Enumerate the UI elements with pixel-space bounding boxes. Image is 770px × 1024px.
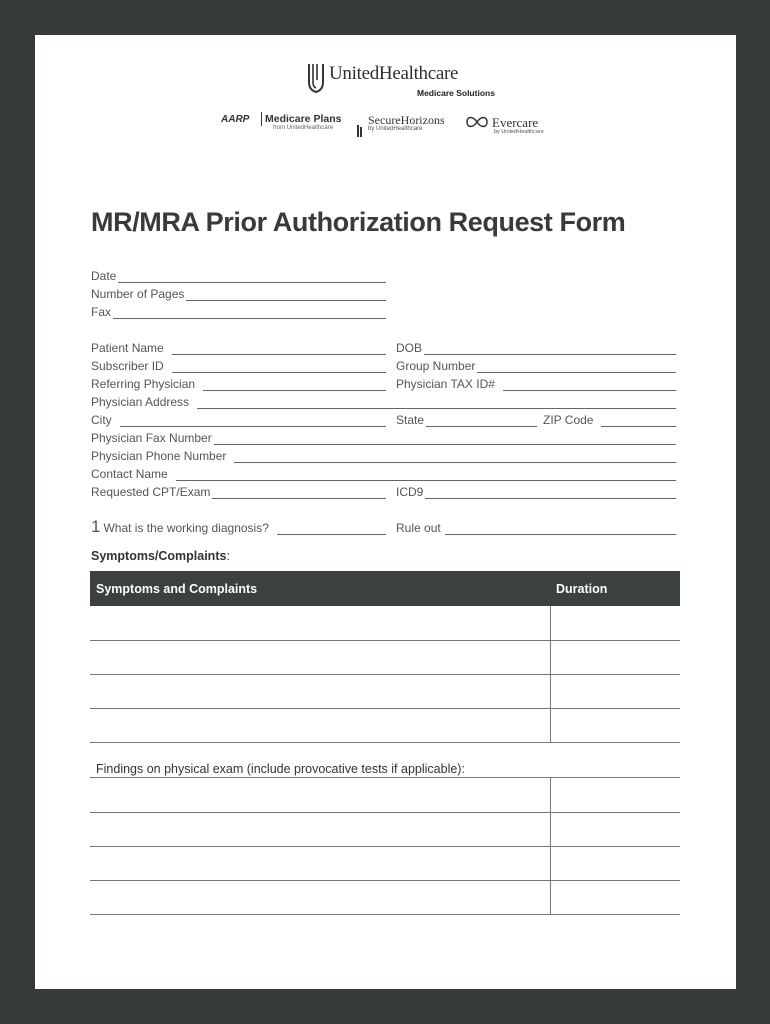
findings-row-line[interactable]	[90, 846, 680, 847]
pages-input-line[interactable]	[186, 289, 386, 301]
symptoms-label-text: Symptoms/Complaints	[91, 549, 227, 563]
fax-field[interactable]	[91, 303, 386, 319]
city-input-line[interactable]	[120, 415, 386, 427]
uhc-brand-sub: Medicare Solutions	[417, 88, 495, 98]
referring-physician-label: Referring Physician	[91, 377, 196, 391]
findings-label: Findings on physical exam (include provocative tests if applicable):	[96, 762, 465, 776]
evercare-knot-icon	[466, 114, 488, 130]
physician-fax-input-line[interactable]	[214, 433, 676, 445]
working-diagnosis-label: What is the working diagnosis?	[103, 521, 269, 535]
physician-phone-field[interactable]	[91, 447, 676, 463]
state-field[interactable]	[396, 411, 537, 427]
pages-field[interactable]	[91, 285, 386, 301]
working-diagnosis-input-line[interactable]	[277, 523, 386, 535]
page-title: MR/MRA Prior Authorization Request Form	[91, 207, 626, 237]
patient-name-label: Patient Name	[91, 341, 164, 355]
securehorizons-logo: SecureHorizons	[368, 113, 445, 127]
aarp-divider	[261, 112, 262, 126]
rule-out-input-line[interactable]	[445, 523, 676, 535]
symptoms-row-line[interactable]	[90, 708, 680, 709]
uhc-brand-name: UnitedHealthcare	[329, 63, 459, 84]
evercare-logo: Evercare	[492, 115, 539, 130]
contact-name-field[interactable]	[91, 465, 676, 481]
date-label: Date	[91, 269, 117, 283]
requested-cpt-field[interactable]	[91, 483, 386, 499]
symptoms-row-line[interactable]	[90, 742, 680, 743]
physician-phone-input-line[interactable]	[234, 451, 676, 463]
subscriber-id-input-line[interactable]	[172, 361, 386, 373]
physician-address-field[interactable]	[91, 393, 676, 409]
patient-name-input-line[interactable]	[172, 343, 386, 355]
physician-tax-id-label: Physician TAX ID#	[396, 377, 495, 391]
physician-fax-label: Physician Fax Number	[91, 431, 212, 445]
securehorizons-by-label: by UnitedHealthcare	[368, 126, 423, 132]
dob-field[interactable]	[396, 339, 676, 355]
findings-row-line[interactable]	[90, 812, 680, 813]
icd9-input-line[interactable]	[425, 487, 676, 499]
rule-out-label: Rule out	[396, 521, 441, 535]
date-input-line[interactable]	[118, 271, 386, 283]
subscriber-id-label: Subscriber ID	[91, 359, 164, 373]
symptoms-table-header	[90, 571, 680, 606]
city-field[interactable]	[91, 411, 386, 427]
state-label: State	[396, 413, 425, 427]
zip-input-line[interactable]	[601, 415, 676, 427]
symptoms-label-colon: :	[226, 549, 230, 563]
fax-input-line[interactable]	[113, 307, 386, 319]
question-number: 1	[91, 517, 101, 536]
aarp-plans-label: Medicare Plans	[265, 113, 342, 125]
physician-address-label: Physician Address	[91, 395, 190, 409]
physician-fax-field[interactable]	[91, 429, 676, 445]
physician-address-input-line[interactable]	[197, 397, 676, 409]
findings-row-line[interactable]	[90, 914, 680, 915]
group-number-field[interactable]	[396, 357, 676, 373]
patient-name-field[interactable]	[91, 339, 386, 355]
city-label: City	[91, 413, 112, 427]
findings-row-line[interactable]	[90, 880, 680, 881]
aarp-logo: AARP	[221, 114, 250, 125]
zip-field[interactable]	[543, 411, 676, 427]
partner-logos	[35, 113, 736, 139]
pages-label: Number of Pages	[91, 287, 185, 301]
symptoms-column-header: Symptoms and Complaints	[96, 582, 258, 596]
date-field[interactable]	[91, 267, 386, 283]
uhc-shield-icon	[307, 62, 325, 94]
group-number-input-line[interactable]	[477, 361, 676, 373]
rule-out-field[interactable]	[396, 519, 676, 535]
symptoms-section-label	[91, 549, 230, 563]
referring-physician-field[interactable]	[91, 375, 386, 391]
group-number-label: Group Number	[396, 359, 476, 373]
evercare-by-label: by UnitedHealthcare	[494, 129, 544, 135]
physician-tax-id-input-line[interactable]	[503, 379, 676, 391]
icd9-label: ICD9	[396, 485, 424, 499]
contact-name-label: Contact Name	[91, 467, 168, 481]
dob-label: DOB	[396, 341, 423, 355]
subscriber-id-field[interactable]	[91, 357, 386, 373]
physician-phone-label: Physician Phone Number	[91, 449, 227, 463]
icd9-field[interactable]	[396, 483, 676, 499]
zip-label: ZIP Code	[543, 413, 594, 427]
requested-cpt-label: Requested CPT/Exam	[91, 485, 211, 499]
form-page	[35, 35, 736, 989]
dob-input-line[interactable]	[424, 343, 676, 355]
symptoms-row-line[interactable]	[90, 640, 680, 641]
unitedhealthcare-logo	[35, 59, 736, 99]
state-input-line[interactable]	[426, 415, 537, 427]
working-diagnosis-field[interactable]	[91, 519, 386, 535]
referring-physician-input-line[interactable]	[203, 379, 386, 391]
symptoms-row-line[interactable]	[90, 674, 680, 675]
contact-name-input-line[interactable]	[176, 469, 676, 481]
fax-label: Fax	[91, 305, 112, 319]
aarp-from-label: from UnitedHealthcare	[273, 125, 334, 131]
requested-cpt-input-line[interactable]	[212, 487, 386, 499]
findings-top-line	[90, 777, 680, 778]
physician-tax-id-field[interactable]	[396, 375, 676, 391]
duration-column-header: Duration	[556, 582, 608, 596]
secure-bar-icon	[357, 125, 363, 137]
